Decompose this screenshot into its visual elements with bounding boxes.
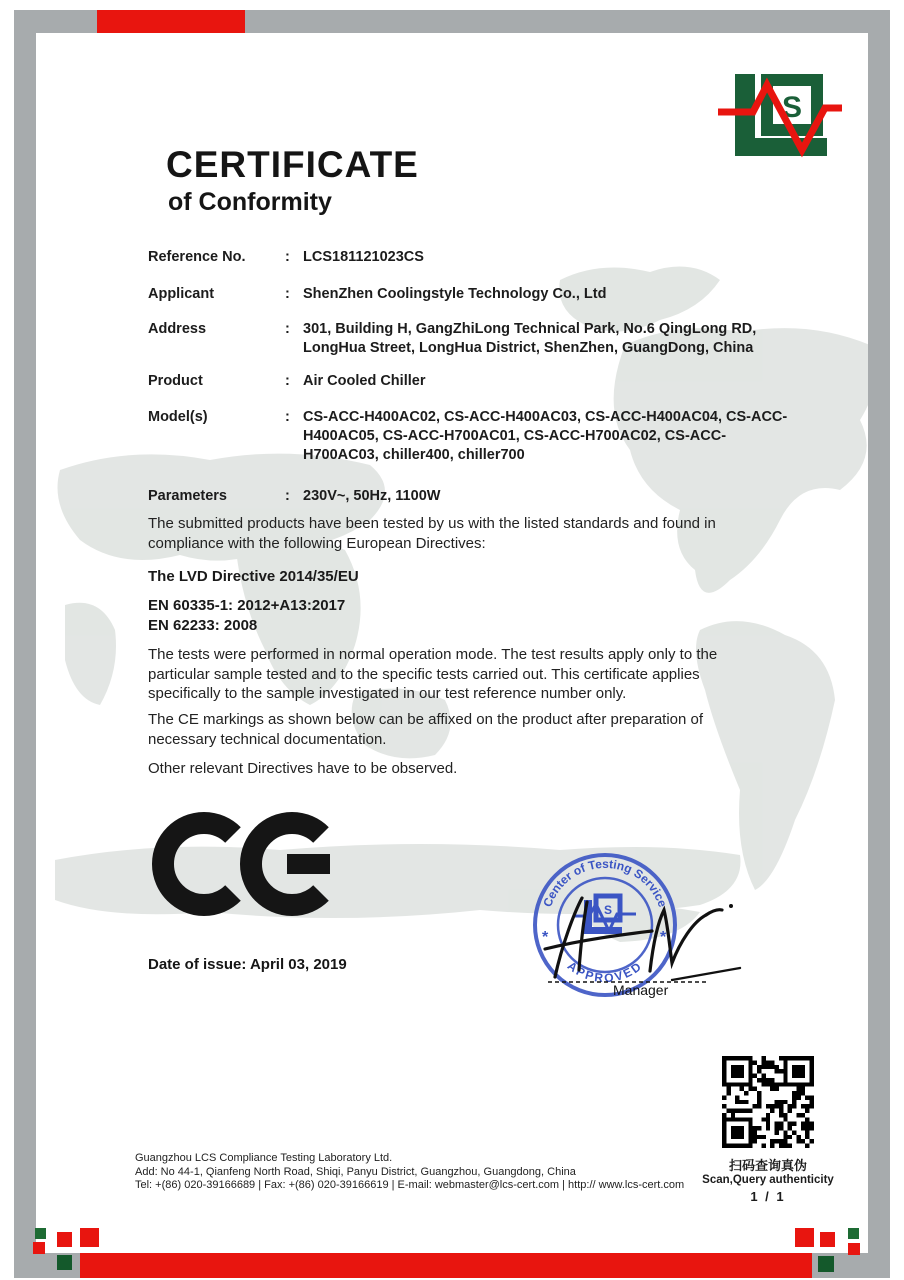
field-value: CS-ACC-H400AC02, CS-ACC-H400AC03, CS-ACC-H400AC04, CS-ACC-H400AC05, CS-ACC-H700AC01, CS-ACC-H700AC02, CS-ACC-H700AC03, chiller400, chiller700 xyxy=(303,409,788,463)
corner-square xyxy=(80,1228,99,1247)
qr-caption-block xyxy=(690,1155,846,1204)
stamp-star-right: * xyxy=(660,929,667,946)
corner-square xyxy=(57,1255,72,1270)
field-row-address xyxy=(148,320,793,358)
ce-mark-icon xyxy=(146,808,341,920)
frame-top-red-segment xyxy=(97,10,245,33)
standards-block xyxy=(148,596,760,635)
field-value: LCS181121023CS xyxy=(303,249,424,265)
paragraph-ce-markings: The CE markings as shown below can be affixed on the product after preparation of necessary technical documentation. xyxy=(148,711,704,748)
field-label: Model(s) xyxy=(148,409,208,425)
qr-caption-english: Scan,Query authenticity xyxy=(702,1174,834,1186)
corner-square xyxy=(57,1232,72,1247)
directive-line: The LVD Directive 2014/35/EU xyxy=(148,568,359,585)
field-colon: : xyxy=(285,373,290,389)
signer-title: Manager xyxy=(613,982,669,998)
standard-line: EN 62233: 2008 xyxy=(148,616,258,634)
paragraph-intro: The submitted products have been tested by us with the listed standards and found in compliance with the following European Directives: xyxy=(148,515,716,552)
corner-square xyxy=(848,1243,860,1255)
field-colon: : xyxy=(285,488,290,504)
certificate-title: CERTIFICATE xyxy=(166,144,419,185)
corner-square xyxy=(35,1228,46,1239)
field-label: Parameters xyxy=(148,488,227,504)
stamp-arc-bottom-text: APPROVED xyxy=(564,958,646,986)
corner-square xyxy=(820,1232,835,1247)
stamp-arc-top-text: Center of Testing Service xyxy=(540,856,670,909)
lcs-logo-icon xyxy=(710,58,850,163)
qr-code xyxy=(722,1056,814,1148)
corner-square xyxy=(795,1228,814,1247)
field-colon: : xyxy=(285,321,290,337)
field-row-parameters xyxy=(148,487,793,506)
svg-text:Center of Testing Service xyxy=(540,857,670,909)
field-value: 230V~, 50Hz, 1100W xyxy=(303,488,441,504)
corner-square xyxy=(818,1256,834,1272)
field-label: Address xyxy=(148,321,207,337)
corner-square xyxy=(33,1242,45,1254)
field-label: Applicant xyxy=(148,286,215,302)
certificate-subtitle: of Conformity xyxy=(168,188,332,216)
paragraph-other-directives: Other relevant Directives have to be observed. xyxy=(148,760,458,777)
stamp-star-left: * xyxy=(542,929,549,946)
field-label: Reference No. xyxy=(148,249,246,265)
field-value: ShenZhen Coolingstyle Technology Co., Ltd xyxy=(303,286,607,302)
svg-text:S: S xyxy=(781,91,803,124)
approval-stamp xyxy=(500,830,770,1000)
footer-lab-info xyxy=(135,1152,684,1193)
field-value: Air Cooled Chiller xyxy=(303,373,426,389)
field-row-models xyxy=(148,408,793,465)
footer-address: Add: No 44-1, Qianfeng North Road, Shiqi, Panyu District, Guangzhou, Guangdong, China xyxy=(135,1165,576,1178)
field-colon: : xyxy=(285,286,290,302)
svg-text:S: S xyxy=(603,903,613,917)
field-row-applicant xyxy=(148,285,793,304)
frame-bottom-red-segment xyxy=(80,1253,812,1278)
field-colon: : xyxy=(285,409,290,425)
field-colon: : xyxy=(285,249,290,265)
footer-contact: Tel: +(86) 020-39166689 | Fax: +(86) 020-39166619 | E-mail: webmaster@lcs-cert.com | http:// www.lcs-cert.com xyxy=(135,1179,685,1191)
field-row-reference xyxy=(148,248,793,267)
page-number: 1 / 1 xyxy=(750,1189,786,1204)
field-label: Product xyxy=(148,373,203,389)
qr-caption-chinese: 扫码查询真伪 xyxy=(728,1158,807,1173)
date-of-issue: Date of issue: April 03, 2019 xyxy=(148,956,347,973)
frame-right-bar xyxy=(868,10,890,1253)
field-value: 301, Building H, GangZhiLong Technical Park, No.6 QingLong RD, LongHua Street, LongHua District, ShenZhen, GuangDong, China xyxy=(303,321,757,356)
frame-left-bar xyxy=(14,10,36,1253)
standard-line: EN 60335-1: 2012+A13:2017 xyxy=(148,597,346,614)
paragraph-tests: The tests were performed in normal operation mode. The test results apply only to the particular sample tested and to the specific tests carried out. This certificate applies specifically to the sample investigated in our test reference number only. xyxy=(148,646,718,702)
footer-company: Guangzhou LCS Compliance Testing Laboratory Ltd. xyxy=(135,1152,393,1164)
corner-square xyxy=(848,1228,859,1239)
field-row-product xyxy=(148,372,793,391)
